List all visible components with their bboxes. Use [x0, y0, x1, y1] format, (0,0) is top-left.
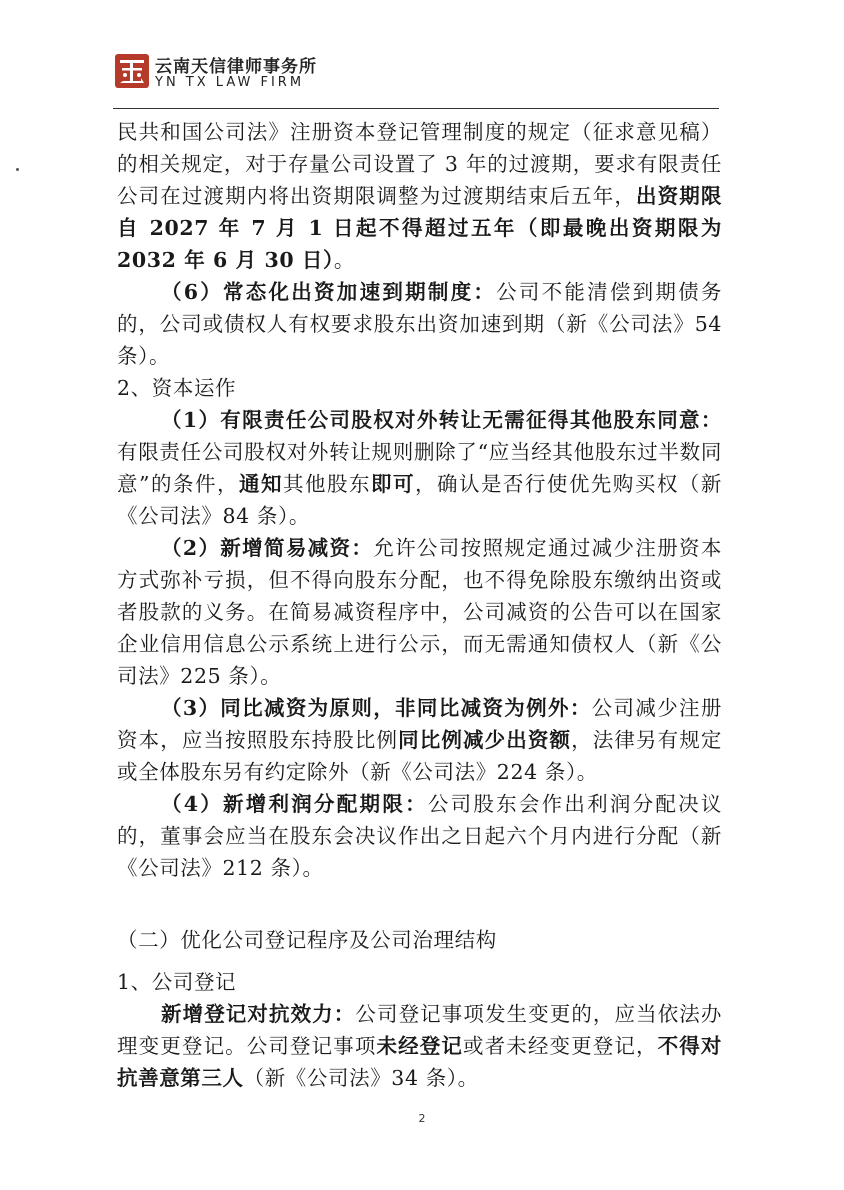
firm-name-en: YN TX LAW FIRM — [155, 75, 305, 90]
paragraph-text: 公司减少注册资本，应当按照股东持股比例 — [117, 696, 722, 752]
paragraph-heading: （4）新增利润分配期限： — [161, 792, 428, 816]
heading-section-2: （二）优化公司登记程序及公司治理结构 — [117, 928, 497, 952]
paragraph-heading: （6）常态化出资加速到期制度： — [161, 280, 497, 304]
heading-company-registration: 1、公司登记 — [117, 970, 237, 994]
paragraph-text: 有限责任公司股权对外转让规则删除了“应当经其他股东过半数同意”的条件， — [117, 440, 722, 496]
paragraph-text: 公司股东会作出利润分配决议的，董事会应当在股东会决议作出之日起六个月内进行分配（新《公司法》212 条）。 — [117, 792, 722, 880]
paragraph-bold-text: 出资期限自 2027 年 7 月 1 日起不得超过五年（即最晚出资期限为 2032 年 6 月 30 日） — [117, 184, 722, 272]
heading-capital-operation: 2、资本运作 — [117, 376, 237, 400]
letterhead — [113, 48, 723, 110]
firm-logo-icon — [115, 54, 149, 88]
paragraph-text: 其他股东 — [282, 472, 371, 496]
scan-speck — [16, 168, 19, 171]
page-number: 2 — [418, 1112, 426, 1125]
paragraph-heading: （3）同比减资为原则，非同比减资为例外： — [161, 696, 592, 720]
header-divider — [113, 108, 719, 109]
paragraph-transition-period — [117, 116, 722, 276]
paragraph-text: 公司登记事项发生变更的，应当依法办理变更登记。公司登记事项 — [117, 1002, 723, 1058]
paragraph-registration-effect — [117, 998, 722, 1094]
paragraph-text: （新《公司法》34 条）。 — [243, 1066, 479, 1090]
paragraph-heading: （2）新增简易减资： — [161, 536, 374, 560]
firm-name-cn: 云南天信律师事务所 — [155, 57, 317, 77]
paragraph-text: 允许公司按照规定通过减少注册资本方式弥补亏损，但不得向股东分配，也不得免除股东缴纳出资或者股款的义务。在简易减资程序中，公司减资的公告可以在国家企业信用信息公示系统上进行公示，而无需通知债权人（新《公司法》225 条）。 — [117, 536, 722, 688]
paragraph-heading: （1）有限责任公司股权对外转让无需征得其他股东同意： — [161, 408, 722, 432]
paragraph-text: 公司不能清偿到期债务的，公司或债权人有权要求股东出资加速到期（新《公司法》54 条）。 — [117, 280, 723, 368]
paragraph-text: ，确认是否行使优先购买权（新《公司法》84 条）。 — [117, 472, 722, 528]
paragraph-equity-transfer — [117, 404, 722, 532]
paragraph-bold-text: 即可 — [370, 472, 415, 496]
firm-logo — [115, 54, 149, 88]
paragraph-simple-capital-reduction — [117, 532, 722, 692]
paragraph-text: ，法律另有规定或全体股东另有约定除外（新《公司法》224 条）。 — [117, 728, 722, 784]
paragraph-text: 民共和国公司法》注册资本登记管理制度的规定（征求意见稿）的相关规定，对于存量公司设置了 3 年的过渡期，要求有限责任公司在过渡期内将出资期限调整为过渡期结束后五年， — [117, 120, 722, 208]
paragraph-accelerated-capital — [117, 276, 722, 372]
paragraph-bold-text: 不得对抗善意第三人 — [117, 1034, 722, 1090]
paragraph-bold-text: 未经登记 — [376, 1034, 463, 1058]
paragraph-proportional-reduction — [117, 692, 722, 788]
paragraph-bold-text: 通知 — [238, 472, 283, 496]
paragraph-heading: 新增登记对抗效力： — [161, 1002, 356, 1026]
paragraph-text: 或者未经变更登记， — [463, 1034, 658, 1058]
paragraph-profit-distribution — [117, 788, 722, 884]
paragraph-bold-text: 同比例减少出资额 — [398, 728, 572, 752]
paragraph-text: 。 — [333, 248, 355, 272]
document-body — [117, 116, 722, 1094]
